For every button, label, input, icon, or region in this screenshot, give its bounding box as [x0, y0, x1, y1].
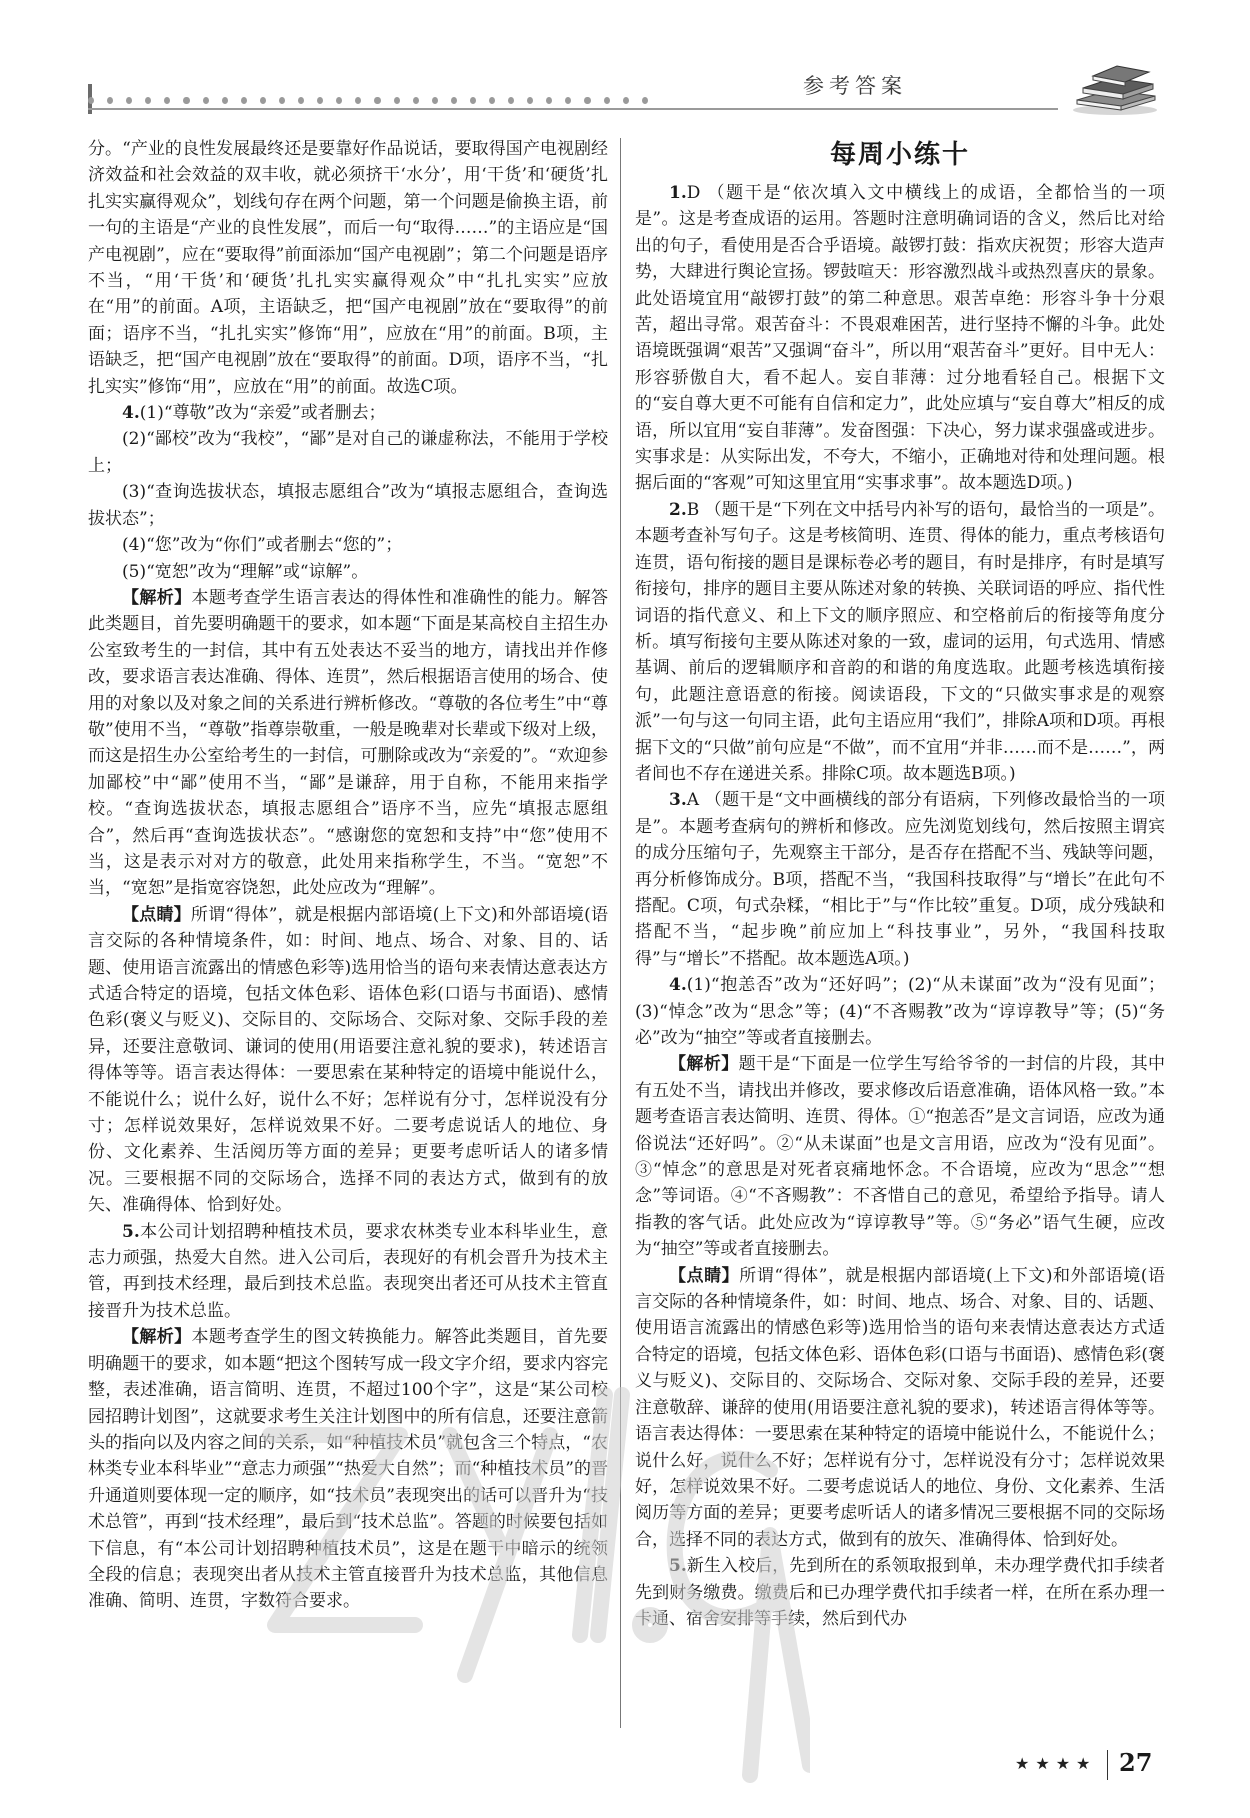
footer-separator: [1107, 1750, 1108, 1780]
analysis-tag: 【解析】: [669, 1054, 739, 1075]
answer-paragraph: [635, 1263, 1165, 1553]
answer-paragraph: [88, 400, 608, 426]
answer-paragraph: [635, 497, 1165, 787]
header-dot: [489, 97, 495, 104]
header-dot: [336, 97, 342, 104]
header-dot: [508, 97, 514, 104]
header-dot: [183, 97, 189, 104]
header-dot: [527, 97, 533, 104]
paragraph-text: 新生入校后，先到所在的系领取报到单，未办理学费代扣手续者先到财务缴费。缴费后和已办理学费代扣手续者一样，在所在系办理一卡通、宿舍安排等手续，然后到代办: [635, 1556, 1165, 1629]
header-dot: [604, 97, 610, 104]
header-dot: [241, 97, 247, 104]
left-column: [88, 136, 608, 1615]
answer-paragraph: [88, 1324, 608, 1614]
answer-paragraph: [88, 426, 608, 479]
right-column: [635, 136, 1165, 1632]
section-title: 每周小练十: [829, 140, 970, 170]
analysis-tag: 【点睛】: [122, 904, 191, 925]
answer-paragraph: [88, 479, 608, 532]
header-dot: [164, 97, 170, 104]
header-dot: [260, 97, 266, 104]
header-dot: [451, 97, 457, 104]
header-dot: [546, 97, 552, 104]
header-dot: [623, 97, 629, 104]
question-number: 5.: [122, 1221, 140, 1242]
difficulty-stars: ★★★★: [1015, 1754, 1097, 1773]
header-title: 参考答案: [803, 74, 907, 98]
header-dot: [413, 97, 419, 104]
header-dot: [355, 97, 361, 104]
analysis-tag: 【解析】: [122, 587, 192, 608]
page-footer: [1015, 1748, 1165, 1788]
answer-paragraph: [88, 559, 608, 585]
paragraph-text: 题干是“下面是一位学生写给爷爷的一封信的片段，其中有五处不当，请找出并修改，要求修改后语意准确，语体风格一致。”本题考查语言表达简明、连贯、得体。①“抱恙否”是文言词语，应改为通俗说法“还好吗”。②“从未谋面”也是文言用语，应改为“没有见面”。③“悼念”的意思是对死者哀痛地怀念。不合语境，应改为“思念”“想念”等词语。④“不吝赐教”：不吝惜自己的意见，希望给予指导。请人指教的客气话。此处应改为“谆谆教导”等。⑤“务必”语气生硬，应改为“抽空”等或者直接删去。: [635, 1054, 1165, 1260]
paragraph-text: 所谓“得体”，就是根据内部语境(上下文)和外部语境(语言交际的各种情境条件，如：时间、地点、场合、对象、目的、话题、使用语言流露出的情感色彩等)选用恰当的语句来表情达意表达方式适合特定的语境，包括文体色彩、语体色彩(口语与书面语)、感情色彩(褒义与贬义)、交际目的、交际场合、交际对象、交际手段的差异，还要注意敬词、谦词的使用(用语要注意礼貌的要求)，转述语言得体等等。语言表达得体：一要思索在某种特定的语境中能说什么，不能说什么；说什么好，说什么不好；怎样说有分寸，怎样说没有分寸；怎样说效果好，怎样说效果不好。二要考虑说话人的地位、身份、文化素养、生活阅历等方面的差异；更要考虑听话人的诸多情况。三要根据不同的交际场合，选择不同的表达方式，做到有的放矢、准确得体、恰到好处。: [88, 904, 609, 1216]
header-dot: [88, 97, 94, 104]
header-dots: [88, 94, 648, 106]
header-dot: [584, 97, 590, 104]
answer-paragraph: [635, 972, 1165, 1051]
header-dot: [107, 97, 113, 104]
header-dot: [222, 97, 228, 104]
answer-paragraph: [635, 180, 1165, 497]
paragraph-text: (1)“尊敬”改为“亲爱”或者删去；: [139, 403, 386, 424]
analysis-tag: 【解析】: [122, 1327, 192, 1348]
paragraph-text: (3)“查询选拔状态，填报志愿组合”改为“填报志愿组合，查询选拔状态”；: [88, 482, 608, 529]
page-number: 27: [1119, 1748, 1153, 1777]
books-icon: [1063, 60, 1163, 116]
answer-paragraph: [88, 136, 608, 400]
question-number: 3.: [669, 790, 687, 811]
paragraph-text: (2)“鄙校”改为“我校”，“鄙”是对自己的谦虚称法，不能用于学校上；: [88, 429, 608, 476]
header-dot: [394, 97, 400, 104]
question-number: 1.: [669, 183, 687, 203]
header-dot: [279, 97, 285, 104]
answer-paragraph: [88, 902, 608, 1219]
paragraph-text: (4)“您”改为“你们”或者删去“您的”；: [122, 535, 403, 556]
page-header: [88, 64, 1173, 124]
header-dot: [565, 97, 571, 104]
paragraph-text: 分。“产业的良性发展最终还是要靠好作品说话，要取得国产电视剧经济效益和社会效益的双丰收，就必须挤干‘水分’，用‘干货’和‘硬货’扎扎实实赢得观众”，划线句存在两个问题，第一个问题是偷换主语，前一句的主语是“产业的良性发展”，而后一句“取得……”的主语应是“国产电视剧”，应在“要取得”前面添加“国产电视剧”；第二个问题是语序不当，“用‘干货’和‘硬货’扎扎实实赢得观众”中“扎扎实实”应放在“用”的前面。A项，主语缺乏，把“国产电视剧”放在“要取得”的前面；语序不当，“扎扎实实”修饰“用”，应放在“用”的前面。B项，主语缺乏，把“国产电视剧”放在“要取得”的前面。D项，语序不当，“扎扎实实”修饰“用”，应放在“用”的前面。故选C项。: [88, 139, 608, 397]
question-number: 5.: [669, 1556, 687, 1577]
header-rule: [88, 108, 1058, 110]
header-dot: [145, 97, 151, 104]
header-dot: [126, 97, 132, 104]
paragraph-text: (5)“宽恕”改为“理解”或“谅解”。: [122, 561, 369, 582]
column-divider: [620, 138, 621, 1728]
paragraph-text: D （题干是“依次填入文中横线上的成语，全都恰当的一项是”。这是考查成语的运用。答题时注意明确词语的含义，然后比对给出的句子，看使用是否合乎语境。敲锣打鼓：指欢庆祝贺；形容大造声势，大肆进行舆论宣扬。锣鼓喧天：形容激烈战斗或热烈喜庆的景象。此处语境宜用“敲锣打鼓”的第二种意思。艰苦卓绝：形容斗争十分艰苦，超出寻常。艰苦奋斗：不畏艰难困苦，进行坚持不懈的斗争。此处语境既强调“艰苦”又强调“奋斗”，所以用“艰苦奋斗”更好。目中无人：形容骄傲自大，看不起人。妄自菲薄：过分地看轻自己。根据下文的“妄自尊大更不可能有自信和定力”，此处应填与“妄自尊大”相反的成语，所以宜用“妄自菲薄”。发奋图强：下决心，努力谋求强盛或进步。实事求是：从实际出发，不夸大，不缩小，正确地对待和处理问题。根据后面的“客观”可知这里宜用“实事求事”。故本题选D项。): [635, 183, 1165, 494]
answer-paragraph: [88, 1219, 608, 1325]
paragraph-text: 所谓“得体”，就是根据内部语境(上下文)和外部语境(语言交际的各种情境条件，如：时间、地点、场合、对象、目的、话题、使用语言流露出的情感色彩等)选用恰当的语句来表情达意表达方式适合特定的语境，包括文体色彩、语体色彩(口语与书面语)、感情色彩(褒义与贬义)、交际目的、交际场合、交际对象、交际手段的差异，还要注意敬辞、谦辞的使用(用语要注意礼貌的要求)，转述语言得体等等。语言表达得体：一要思索在某种特定的语境中能说什么，不能说什么；说什么好，说什么不好；怎样说有分寸，怎样说没有分寸；怎样说效果好，怎样说效果不好。二要考虑说话人的地位、身份、文化素养、生活阅历等方面的差异；更要考虑听话人的诸多情况三要根据不同的交际场合，选择不同的表达方式，做到有的放矢、准确得体、恰到好处。: [635, 1265, 1166, 1550]
header-dot: [298, 97, 304, 104]
header-dot: [203, 97, 209, 104]
header-dot: [642, 97, 648, 104]
paragraph-text: B （题干是“下列在文中括号内补写的语句，最恰当的一项是”。本题考查补写句子。这是考核简明、连贯、得体的能力，重点考核语句连贯，语句衔接的题目是课标卷必考的题目，有时是排序，有时是填写衔接句，排序的题目主要从陈述对象的转换、关联词语的呼应、指代性词语的指代意义、和上下文的顺序照应、和空格前后的衔接等角度分析。填写衔接句主要从陈述对象的一致，虚词的运用，句式选用、情感基调、前后的逻辑顺序和音韵的和谐的角度选取。此题考核选填衔接句，此题注意语意的衔接。阅读语段，下文的“只做实事求是的观察派”一句与这一句同主语，此句主语应用“我们”，排除A项和D项。再根据下文的“只做”前句应是“不做”，而不宜用“并非……而不是……”，两者间也不存在递进关系。排除C项。故本题选B项。): [635, 499, 1165, 784]
paragraph-text: A （题干是“文中画横线的部分有语病，下列修改最恰当的一项是”。本题考查病句的辨析和修改。应先浏览划线句，然后按照主谓宾的成分压缩句子，先观察主干部分，是否存在搭配不当、残缺等问题，再分析修饰成分。B项，搭配不当，“我国科技取得”与“增长”在此句不搭配。C项，句式杂糅，“相比于”与“作比较”重复。D项，成分残缺和搭配不当，“起步晚”前应加上“科技事业”，另外，“我国科技取得”与“增长”不搭配。故本题选A项。): [635, 790, 1165, 969]
answer-paragraph: [88, 532, 608, 558]
question-number: 4.: [122, 403, 140, 424]
paragraph-text: 本公司计划招聘种植技术员，要求农林类专业本科毕业生，意志力顽强，热爱大自然。进入公司后，表现好的有机会晋升为技术主管，再到技术经理，最后到技术总监。表现突出者还可从技术主管直接晋升为技术总监。: [88, 1221, 608, 1321]
paragraph-text: (1)“抱恙否”改为“还好吗”；(2)“从未谋面”改为“没有见面”；(3)“悼念”改为“思念”等；(4)“不吝赐教”改为“谆谆教导”等；(5)“务必”改为“抽空”等或者直接删去。: [635, 975, 1165, 1048]
question-number: 4.: [669, 975, 687, 996]
header-dot: [374, 97, 380, 104]
header-dot: [317, 97, 323, 104]
answer-paragraph: [88, 585, 608, 902]
answer-paragraph: [635, 1553, 1165, 1632]
answer-paragraph: [635, 1051, 1165, 1262]
header-dot: [470, 97, 476, 104]
analysis-tag: 【点睛】: [669, 1265, 740, 1286]
paragraph-text: 本题考查学生的图文转换能力。解答此类题目，首先要明确题干的要求，如本题“把这个图转写成一段文字介绍，要求内容完整，表述准确，语言简明、连贯，不超过100个字”，这是“某公司校园招聘计划图”，这就要求考生关注计划图中的所有信息，还要注意箭头的指向以及内容之间的关系，如“种植技术员”就包含三个特点，“农林类专业本科毕业”“意志力顽强”“热爱大自然”；而“种植技术员”的晋升通道则要体现一定的顺序，如“技术员”表现突出的话可以晋升为“技术总管”，再到“技术经理”，最后到“技术总监”。答题的时候要包括如下信息，有“本公司计划招聘种植技术员”，这是在题干中暗示的统领全段的信息；表现突出者从技术主管直接晋升为技术总监，其他信息准确、简明、连贯，字数符合要求。: [88, 1327, 609, 1612]
paragraph-text: 本题考查学生语言表达的得体性和准确性的能力。解答此类题目，首先要明确题干的要求，如本题“下面是某高校自主招生办公室致考生的一封信，其中有五处表达不妥当的地方，请找出并作修改，要求语言表达准确、得体、连贯”，然后根据语言使用的场合、使用的对象以及对象之间的关系进行辨析修改。“尊敬的各位考生”中“尊敬”使用不当，“尊敬”指尊崇敬重，一般是晚辈对长辈或下级对上级，而这是招生办公室给考生的一封信，可删除或改为“亲爱的”。“欢迎参加鄙校”中“鄙”使用不当，“鄙”是谦辞，用于自称，不能用来指学校。“查询选拔状态，填报志愿组合”语序不当，应先“填报志愿组合”，然后再“查询选拔状态”。“感谢您的宽恕和支持”中“您”使用不当，这是表示对对方的敬意，此处用来指称学生，不当。“宽恕”不当，“宽恕”是指宽容饶恕，此处应改为“理解”。: [88, 587, 609, 899]
header-dot: [432, 97, 438, 104]
question-number: 2.: [669, 499, 687, 520]
answer-paragraph: [635, 787, 1165, 972]
